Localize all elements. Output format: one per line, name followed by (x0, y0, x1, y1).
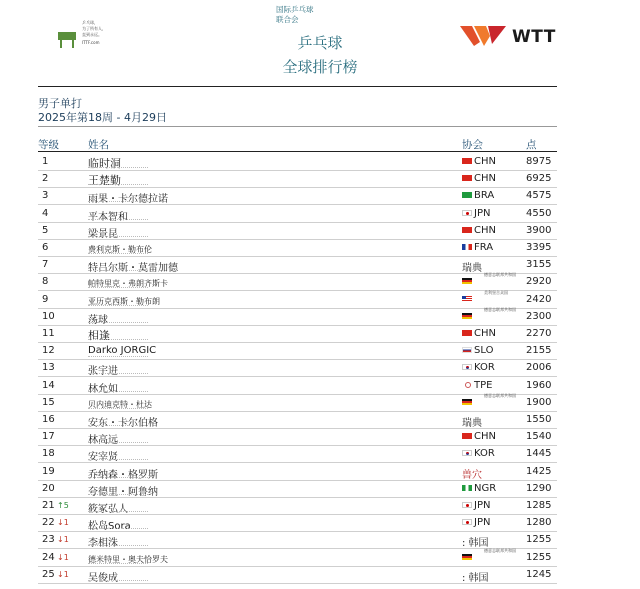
rank-cell: 1 (42, 156, 49, 167)
name-underline (88, 477, 148, 478)
table-row (38, 239, 557, 257)
rank-cell: 7 (42, 259, 49, 271)
points-cell: 3155 (526, 259, 552, 271)
player-name: 帕特里克・弗朗齐斯卡 (88, 279, 168, 289)
player-name: 王楚勤 (88, 174, 121, 188)
name-underline (88, 580, 148, 581)
points-cell: 1285 (526, 500, 552, 511)
association-cell: KOR (474, 448, 495, 460)
chn-flag-icon (462, 330, 472, 336)
name-underline (88, 563, 148, 564)
kor-flag-icon (462, 364, 472, 370)
rank-cell: 8 (42, 276, 49, 288)
player-name: 林高远 (88, 435, 118, 447)
association-cell: SLO (474, 345, 494, 357)
ngr-flag-icon (462, 485, 472, 491)
rank-cell: 11 (42, 328, 55, 339)
points-cell: 2155 (526, 345, 552, 357)
player-name: 临时洞 (88, 157, 121, 170)
association-cell: 瑞典 (462, 263, 482, 275)
player-name: 亚历克西斯・勒布朗 (88, 296, 160, 306)
table-row (38, 291, 557, 309)
slo-flag-icon (462, 347, 472, 353)
association-cell: BRA (474, 190, 495, 202)
rank-cell: 24 (42, 551, 55, 563)
col-header-association: 协会 (462, 139, 483, 151)
wtt-wordmark: WTT (512, 27, 556, 47)
rank-cell: 23 (42, 534, 55, 546)
name-underline (88, 236, 148, 237)
tpe-flag-icon (462, 382, 472, 388)
table-row (38, 480, 557, 498)
player-name: 安东・卡尔伯格 (88, 418, 158, 429)
jpn-flag-icon (462, 210, 472, 216)
points-cell: 8975 (526, 156, 552, 167)
event-name: 男子单打 (38, 97, 82, 110)
divider (38, 151, 557, 152)
player-name: 吴俊成 (88, 572, 118, 584)
flag-caption: 德意志联邦共和国 (484, 306, 516, 312)
table-row (38, 377, 557, 395)
table-row (38, 325, 557, 343)
wtt-mark-icon (460, 24, 508, 48)
player-name: 德米特里・奥夫恰罗夫 (88, 554, 168, 564)
points-cell: 6925 (526, 173, 552, 185)
table-row (38, 359, 557, 377)
player-name: 费利克斯・勒布伦 (88, 245, 152, 254)
ger-flag-icon (462, 554, 472, 560)
rank-change: ↓1 (57, 569, 69, 579)
kor-flag-icon (462, 450, 472, 456)
rank-cell: 14 (42, 379, 55, 391)
points-cell: 1280 (526, 517, 552, 529)
chn-flag-icon (462, 158, 472, 164)
name-underline (88, 494, 148, 495)
player-name: 张宇进 (88, 366, 118, 378)
name-underline (88, 511, 148, 512)
wtt-logo (460, 24, 556, 50)
points-cell: 2300 (526, 310, 552, 322)
player-name: Darko JORGIC (88, 345, 157, 357)
table-row (38, 342, 557, 360)
rank-cell: 4 (42, 207, 49, 219)
player-name: 松岛Sora (88, 521, 131, 533)
ittf-url: ITTF.com (82, 40, 100, 45)
name-underline (88, 425, 148, 426)
association-cell: CHN (474, 431, 496, 443)
player-name: 特吕尔斯・莫雷加德 (88, 263, 178, 275)
table-row (38, 411, 557, 429)
points-cell: 2270 (526, 328, 552, 339)
points-cell: 3395 (526, 242, 552, 253)
points-cell: 2006 (526, 362, 552, 374)
table-row (38, 514, 557, 532)
player-name: 李相洙 (88, 538, 118, 550)
rank-cell: 10 (42, 310, 55, 322)
rank-cell: 19 (42, 465, 55, 477)
ittf-slogan-2: 为了所有人， (82, 26, 106, 31)
association-cell: CHN (474, 173, 496, 185)
name-underline (88, 459, 148, 460)
rank-change: ↓1 (57, 535, 69, 545)
points-cell: 2420 (526, 293, 552, 305)
name-underline (88, 339, 148, 340)
name-underline (88, 545, 148, 546)
usa-flag-icon (462, 296, 472, 302)
association-cell: 瑞典 (462, 418, 482, 429)
table-row (38, 187, 557, 205)
table-row (38, 273, 557, 291)
rank-cell: 2 (42, 173, 49, 185)
rank-cell: 13 (42, 362, 55, 374)
table-row (38, 566, 557, 584)
name-underline (88, 184, 148, 185)
name-underline (88, 201, 148, 202)
jpn-flag-icon (462, 519, 472, 525)
association-cell: JPN (474, 207, 491, 219)
table-row (38, 394, 557, 412)
association-cell: CHN (474, 156, 496, 167)
name-underline (88, 270, 148, 271)
table-row (38, 531, 557, 549)
association-cell: 兽穴 (462, 469, 482, 481)
table-row (38, 549, 557, 567)
rank-change: ↓1 (57, 552, 69, 562)
player-name: 安宰贤 (88, 452, 118, 464)
col-header-name: 姓名 (88, 139, 109, 151)
federation-line-1: 国际乒乓球 (276, 5, 314, 14)
player-name: 荡球 (88, 314, 108, 326)
name-underline (88, 287, 148, 288)
association-cell: JPN (474, 500, 491, 511)
rank-cell: 20 (42, 482, 55, 494)
player-name: 平本智和 (88, 211, 128, 223)
association-cell: NGR (474, 482, 497, 494)
points-cell: 1550 (526, 414, 552, 425)
points-cell: 1540 (526, 431, 552, 443)
rank-cell: 9 (42, 293, 49, 305)
flag-caption: 德意志联邦共和国 (484, 392, 516, 398)
rank-cell: 16 (42, 414, 55, 425)
association-cell: TPE (474, 379, 493, 391)
points-cell: 1255 (526, 551, 552, 563)
ger-flag-icon (462, 399, 472, 405)
divider (38, 86, 557, 87)
rank-cell: 6 (42, 242, 49, 253)
federation-line-2: 联合会 (276, 15, 299, 24)
points-cell: 4550 (526, 207, 552, 219)
name-underline (88, 219, 148, 220)
name-underline (88, 167, 148, 168)
flag-caption: 德意志联邦共和国 (484, 272, 516, 278)
table-row (38, 463, 557, 481)
rank-change: ↓1 (57, 518, 69, 528)
player-name: 筱冢弘人 (88, 504, 128, 515)
divider (38, 126, 557, 127)
page-subtitle: 全球排行榜 (282, 58, 358, 76)
flag-caption: 美利坚合众国 (484, 289, 508, 295)
rank-cell: 25 (42, 568, 55, 580)
chn-flag-icon (462, 227, 472, 233)
federation-name (276, 5, 314, 25)
name-underline (88, 391, 148, 392)
name-underline (88, 356, 148, 357)
association-cell: KOR (474, 362, 495, 374)
table-row (38, 445, 557, 463)
points-cell: 1425 (526, 465, 552, 477)
name-underline (88, 442, 148, 443)
rank-cell: 15 (42, 396, 55, 408)
ranking-week: 2025年第18周 - 4月29日 (38, 111, 167, 124)
page-title: 乒乓球 (297, 34, 343, 52)
table-row (38, 256, 557, 274)
points-cell: 2920 (526, 276, 552, 288)
col-header-points: 点 (526, 139, 537, 151)
points-cell: 1255 (526, 534, 552, 546)
points-cell: 1445 (526, 448, 552, 460)
points-cell: 1960 (526, 379, 552, 391)
ger-flag-icon (462, 278, 472, 284)
points-cell: 3900 (526, 224, 552, 236)
name-underline (88, 408, 148, 409)
table-row (38, 308, 557, 326)
ittf-slogan-1: 乒乓球， (82, 20, 98, 25)
player-name: 乔纳森・格罗斯 (88, 469, 158, 481)
table-row (38, 222, 557, 240)
association-cell: : 韩国 (462, 572, 489, 584)
name-underline (88, 253, 148, 254)
points-cell: 1245 (526, 568, 552, 580)
ger-flag-icon (462, 313, 472, 319)
table-row (38, 497, 557, 515)
rank-change: ↑5 (57, 501, 69, 510)
rank-cell: 12 (42, 345, 55, 357)
fra-flag-icon (462, 244, 472, 250)
bra-flag-icon (462, 192, 472, 198)
name-underline (88, 373, 148, 374)
player-name: 雨果・卡尔德拉诺 (88, 194, 168, 206)
table-row (38, 205, 557, 223)
points-cell: 1290 (526, 482, 552, 494)
table-row (38, 428, 557, 446)
rank-cell: 22 (42, 517, 55, 529)
points-cell: 4575 (526, 190, 552, 202)
player-name: 梁景昆 (88, 228, 118, 240)
player-name: 林允如 (88, 383, 118, 395)
col-header-rank: 等级 (38, 139, 59, 151)
association-cell: CHN (474, 224, 496, 236)
name-underline (88, 305, 148, 306)
rank-cell: 18 (42, 448, 55, 460)
points-cell: 1900 (526, 396, 552, 408)
chn-flag-icon (462, 433, 472, 439)
jpn-flag-icon (462, 502, 472, 508)
association-cell: : 韩国 (462, 538, 489, 550)
player-name: 夸德里・阿鲁纳 (88, 486, 158, 498)
player-name: 贝内迪克特・杜达 (88, 399, 152, 409)
rank-cell: 5 (42, 224, 49, 236)
flag-caption: 德意志联邦共和国 (484, 547, 516, 553)
table-row (38, 153, 557, 171)
table-row (38, 170, 557, 188)
rank-cell: 3 (42, 190, 49, 202)
chn-flag-icon (462, 175, 472, 181)
association-cell: CHN (474, 328, 496, 339)
player-name: 相逢 (88, 329, 110, 342)
rank-cell: 21 (42, 500, 55, 511)
association-cell: FRA (474, 242, 494, 253)
name-underline (88, 528, 148, 529)
ittf-slogan-3: 直到永远。 (82, 32, 102, 37)
name-underline (88, 322, 148, 323)
association-cell: JPN (474, 517, 491, 529)
rank-cell: 17 (42, 431, 55, 443)
